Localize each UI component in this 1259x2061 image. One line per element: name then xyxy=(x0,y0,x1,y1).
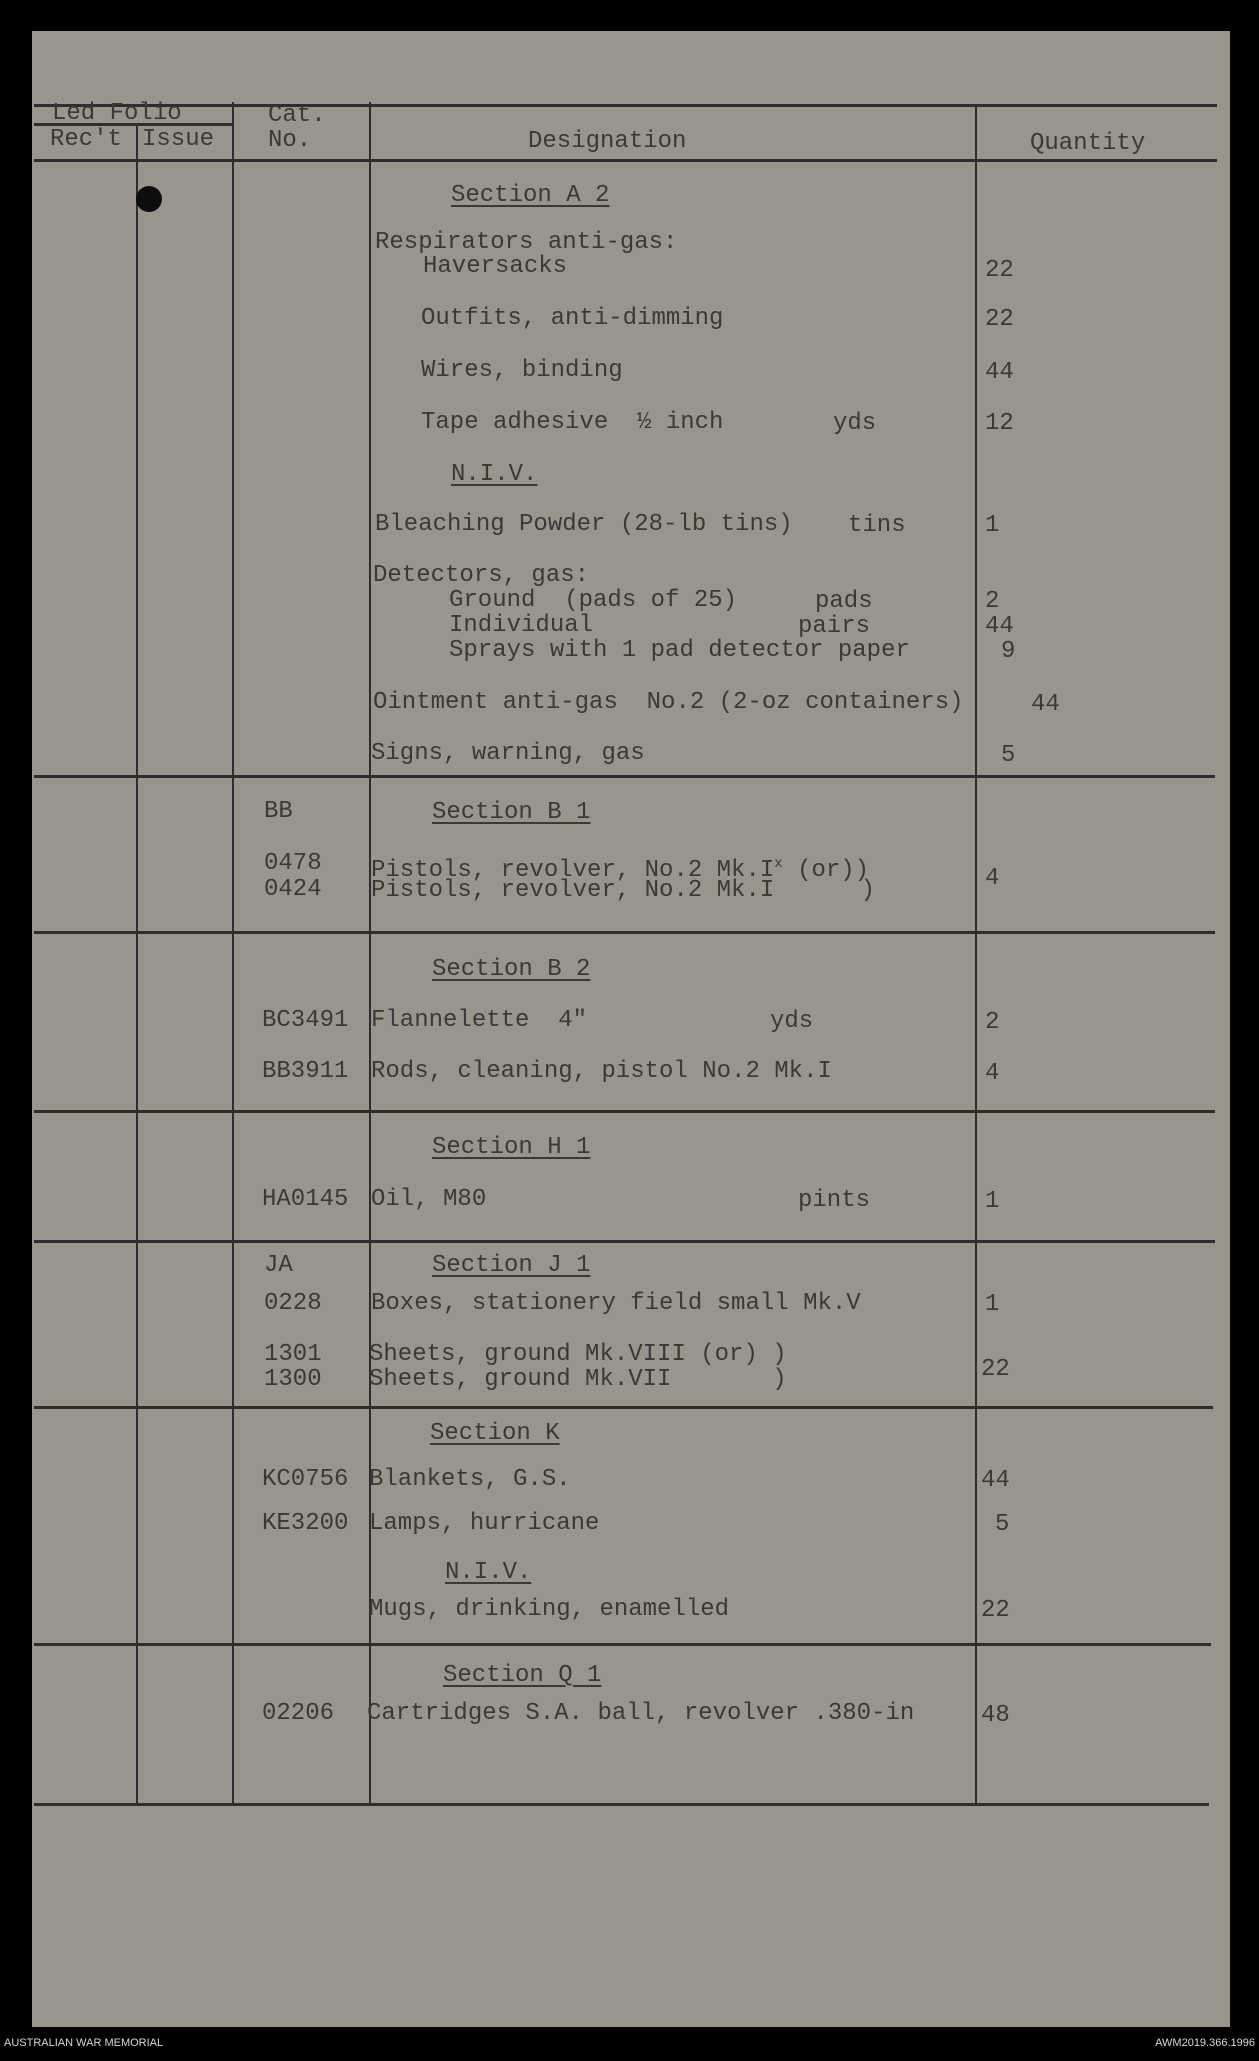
k-cat1: KC0756 xyxy=(262,1466,349,1493)
a2-ground: Ground (pads of 25) xyxy=(449,587,738,614)
rule-after-q1 xyxy=(34,1803,1209,1806)
punch-hole xyxy=(136,186,162,212)
col-rule-designation xyxy=(975,104,977,1803)
a2-signs-qty: 5 xyxy=(1001,742,1016,769)
a2-individual: Individual xyxy=(449,612,594,639)
a2-outfits-qty: 22 xyxy=(985,306,1014,333)
a2-outfits: Outfits, anti-dimming xyxy=(421,305,724,332)
b2-item2-qty: 4 xyxy=(985,1060,1000,1087)
k-item2: Lamps, hurricane xyxy=(369,1510,600,1537)
section-q1-title: Section Q 1 xyxy=(443,1662,602,1689)
header-cat: Cat. xyxy=(268,102,326,129)
rule-after-h1 xyxy=(34,1240,1215,1243)
b1-qty: 4 xyxy=(985,865,1000,892)
rule-after-b1 xyxy=(34,931,1215,934)
col-rule-receipt xyxy=(136,123,138,1803)
k-cat2: KE3200 xyxy=(262,1510,349,1537)
a2-ground-qty: 2 xyxy=(985,588,1000,615)
header-quantity: Quantity xyxy=(1030,130,1146,157)
k-item1-qty: 44 xyxy=(981,1467,1010,1494)
section-a2-title: Section A 2 xyxy=(451,182,610,209)
k-item2-qty: 5 xyxy=(995,1511,1010,1538)
a2-haversacks-qty: 22 xyxy=(985,257,1014,284)
b2-cat1: BC3491 xyxy=(262,1007,349,1034)
footer-right: AWM2019.366.1996 xyxy=(1155,2037,1255,2049)
q1-cat1: 02206 xyxy=(262,1700,335,1727)
a2-respirators: Respirators anti-gas: xyxy=(375,229,678,256)
header-designation: Designation xyxy=(528,128,687,155)
j1-cat3: 1300 xyxy=(264,1366,322,1393)
a2-ointment: Ointment anti-gas No.2 (2-oz containers) xyxy=(373,689,964,716)
a2-tape: Tape adhesive ½ inch xyxy=(421,409,724,436)
b1-item1: Pistols, revolver, No.2 $Mk.I^x$ (or)) xyxy=(371,856,870,884)
q1-item1-qty: 48 xyxy=(981,1702,1010,1729)
j1-cat-prefix: JA xyxy=(264,1252,293,1279)
b1-item2: Pistols, revolver, No.2 Mk.I ) xyxy=(371,877,876,904)
a2-wires: Wires, binding xyxy=(421,357,623,384)
a2-haversacks: Haversacks xyxy=(423,253,568,280)
rule-after-a2 xyxy=(34,775,1215,778)
k-item3-qty: 22 xyxy=(981,1597,1010,1624)
a2-signs: Signs, warning, gas xyxy=(371,740,645,767)
j1-item2: Sheets, ground Mk.VIII (or) ) xyxy=(369,1341,787,1368)
b2-item1-qty: 2 xyxy=(985,1009,1000,1036)
section-k-title: Section K xyxy=(430,1420,560,1447)
a2-sprays-qty: 9 xyxy=(1001,638,1016,665)
a2-niv: N.I.V. xyxy=(451,461,538,488)
b1-cat2: 0424 xyxy=(264,876,322,903)
a2-bleaching: Bleaching Powder (28-lb tins) xyxy=(375,511,793,538)
k-item1: Blankets, G.S. xyxy=(369,1466,571,1493)
h1-cat1: HA0145 xyxy=(262,1186,349,1213)
rule-after-k xyxy=(34,1643,1211,1646)
j1-cat2: 1301 xyxy=(264,1341,322,1368)
j1-cat1: 0228 xyxy=(264,1290,322,1317)
k-niv: N.I.V. xyxy=(445,1559,532,1586)
j1-item1-qty: 1 xyxy=(985,1291,1000,1318)
rule-after-b2 xyxy=(34,1110,1215,1113)
a2-bleaching-unit: tins xyxy=(848,512,906,539)
b1-cat-prefix: BB xyxy=(264,798,293,825)
header-issue: Issue xyxy=(142,126,215,153)
b2-item1: Flannelette 4" xyxy=(371,1007,588,1034)
j1-item1: Boxes, stationery field small Mk.V xyxy=(371,1290,861,1317)
k-item3: Mugs, drinking, enamelled xyxy=(369,1596,730,1623)
a2-wires-qty: 44 xyxy=(985,359,1014,386)
a2-individual-unit: pairs xyxy=(798,613,871,640)
h1-item1-unit: pints xyxy=(798,1187,871,1214)
a2-detectors: Detectors, gas: xyxy=(373,562,590,589)
b2-item1-unit: yds xyxy=(770,1008,814,1035)
a2-tape-qty: 12 xyxy=(985,410,1014,437)
b1-cat1: 0478 xyxy=(264,850,322,877)
b2-item2: Rods, cleaning, pistol No.2 Mk.I xyxy=(371,1058,832,1085)
a2-individual-qty: 44 xyxy=(985,613,1014,640)
a2-tape-unit: yds xyxy=(833,410,877,437)
section-b1-title: Section B 1 xyxy=(432,799,591,826)
section-j1-title: Section J 1 xyxy=(432,1252,591,1279)
a2-sprays: Sprays with 1 pad detector paper xyxy=(449,637,910,664)
header-no: No. xyxy=(268,127,312,154)
rule-after-j1 xyxy=(34,1406,1213,1409)
section-b2-title: Section B 2 xyxy=(432,956,591,983)
b2-cat2: BB3911 xyxy=(262,1058,349,1085)
footer-left: AUSTRALIAN WAR MEMORIAL xyxy=(4,2037,164,2049)
a2-ointment-qty: 44 xyxy=(1031,691,1060,718)
col-rule-issue xyxy=(232,102,234,1803)
j1-item3: Sheets, ground Mk.VII ) xyxy=(369,1366,787,1393)
j1-sheets-qty: 22 xyxy=(981,1356,1010,1383)
rule-top xyxy=(34,104,1217,107)
section-h1-title: Section H 1 xyxy=(432,1134,591,1161)
col-rule-cat xyxy=(369,102,371,1803)
h1-item1: Oil, M80 xyxy=(371,1186,487,1213)
rule-header-bottom xyxy=(34,159,1217,162)
h1-item1-qty: 1 xyxy=(985,1188,1000,1215)
header-ledger-folio: Led Folio xyxy=(52,100,182,127)
a2-bleaching-qty: 1 xyxy=(985,512,1000,539)
q1-item1: Cartridges S.A. ball, revolver .380-in xyxy=(367,1700,915,1727)
header-receipt: Rec't xyxy=(50,126,123,153)
a2-ground-unit: pads xyxy=(815,588,873,615)
